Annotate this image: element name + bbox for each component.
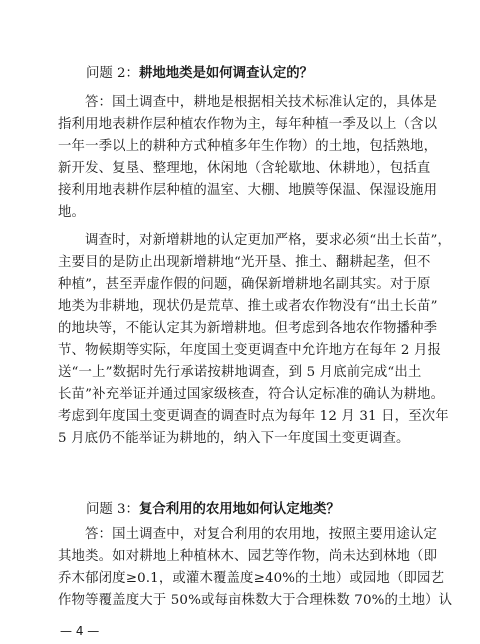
text-line: 5 月底仍不能举证为耕地的，纳入下一年度国土变更调查。 xyxy=(58,431,410,446)
text-line: 主要目的是防止出现新增耕地“光开垦、推土、翻耕起垄，但不 xyxy=(58,255,431,270)
question-2-number: 问题 2： xyxy=(86,66,139,81)
text-line: 其地类。如对耕地上种植林木、园艺等作物，尚未达到林地（即 xyxy=(58,549,438,564)
question-3-number: 问题 3： xyxy=(86,502,139,517)
text-line: 考虑到年度国土变更调查的调查时点为每年 12 月 31 日，至次年 xyxy=(58,409,449,424)
text-line: 调查时，对新增耕地的认定更加严格，要求必须“出土长苗”， xyxy=(85,233,452,248)
question-2-title: 耕地地类是如何调查认定的？ xyxy=(138,65,314,81)
text-line: 的地块等，不能认定其为新增耕地。但考虑到各地农作物播种季 xyxy=(58,321,438,336)
text-line: 送“一上”数据时先行承诺按耕地调查，到 5 月底前完成“出土 xyxy=(58,365,422,380)
text-line: 长苗”补充举证并通过国家级核查，符合认定标准的确认为耕地。 xyxy=(58,387,445,402)
text-line: 作物等覆盖度大于 50%或每亩株数大于合理株数 70%的土地）认 xyxy=(58,593,453,608)
text-line: 答：国土调查中，对复合利用的农用地，按照主要用途认定 xyxy=(85,527,438,542)
question-2-answer-paragraph-1 xyxy=(58,92,438,224)
question-3-answer-paragraph xyxy=(58,524,453,612)
question-2-answer-paragraph-2 xyxy=(58,230,452,450)
text-line: 地。 xyxy=(58,205,86,220)
text-line: 种植”，甚至弄虚作假的问题，确保新增耕地名副其实。对于原 xyxy=(58,277,431,292)
text-line: 乔木郁闭度≥0.1，或灌木覆盖度≥40%的土地）或园地（即园艺 xyxy=(58,571,445,586)
text-line: 节、物候期等实际，年度国土变更调查中允许地方在每年 2 月报 xyxy=(58,343,442,358)
page-number: — 4 — xyxy=(60,624,100,638)
text-line: 接利用地表耕作层种植的温室、大棚、地膜等保温、保湿设施用 xyxy=(58,183,438,198)
text-line: 一年一季以上的耕种方式种植多年生作物）的土地，包括熟地， xyxy=(58,139,438,154)
question-2-heading xyxy=(86,62,313,85)
text-line: 新开发、复垦、整理地，休闲地（含轮歇地、休耕地），包括直 xyxy=(58,161,431,176)
text-line: 地类为非耕地，现状仍是荒草、推土或者农作物没有“出土长苗” xyxy=(58,299,438,314)
question-3-heading xyxy=(86,498,340,521)
question-3-title: 复合利用的农用地如何认定地类？ xyxy=(138,501,340,517)
text-line: 答：国土调查中，耕地是根据相关技术标准认定的，具体是 xyxy=(85,95,438,110)
text-line: 指利用地表耕作层种植农作物为主，每年种植一季及以上（含以 xyxy=(58,117,438,132)
